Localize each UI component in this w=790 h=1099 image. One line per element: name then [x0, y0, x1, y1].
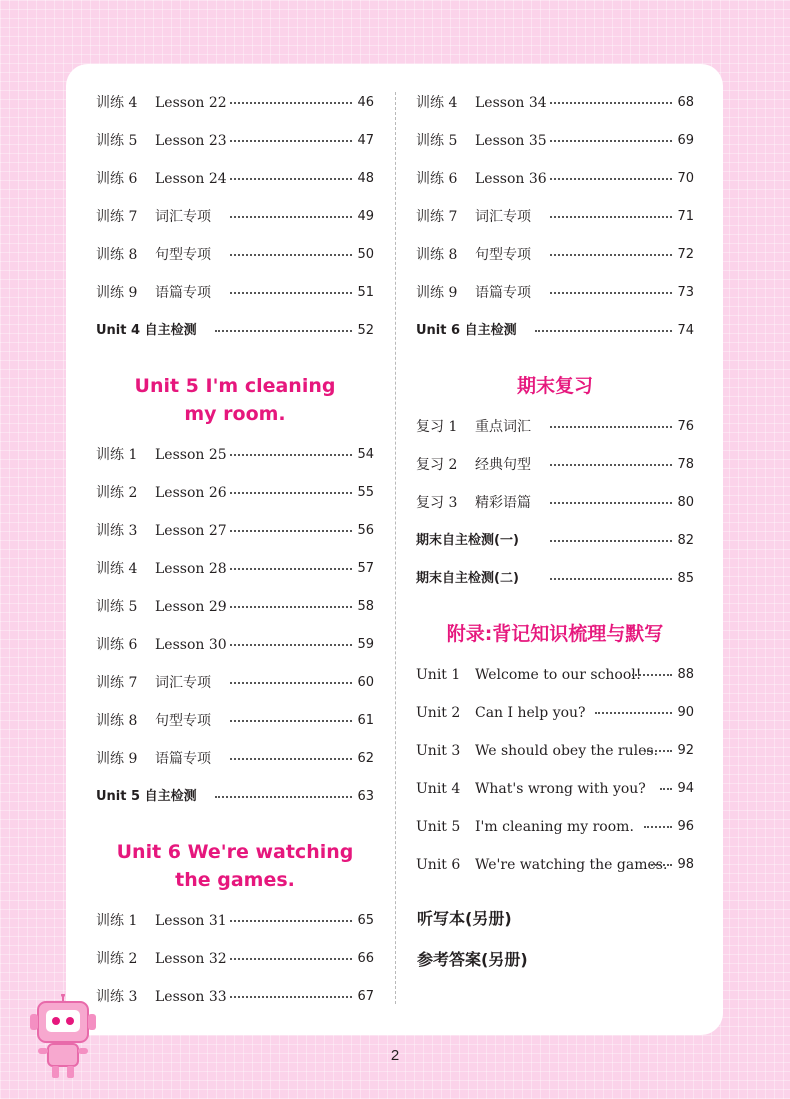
toc-entry[interactable]	[96, 786, 374, 808]
toc-entry-title: Lesson 26	[155, 485, 227, 501]
toc-entry-page: 67	[357, 989, 374, 1004]
toc-entry-page: 71	[677, 209, 694, 224]
toc-entry-page: 82	[677, 533, 694, 548]
leader-dots	[595, 712, 672, 714]
toc-entry-page: 52	[357, 323, 374, 338]
toc-entry-title: 句型专项	[155, 247, 211, 263]
toc-entry-number: 复习 1	[416, 419, 458, 435]
toc-entry-title: Lesson 25	[155, 447, 227, 463]
toc-entry[interactable]	[96, 748, 374, 770]
toc-entry[interactable]	[416, 816, 694, 838]
toc-entry[interactable]	[416, 702, 694, 724]
toc-entry[interactable]	[96, 710, 374, 732]
toc-entry-title: Lesson 28	[155, 561, 227, 577]
toc-entry-number: 训练 8	[96, 247, 138, 263]
leader-dots	[230, 530, 352, 532]
toc-entry-title: 句型专项	[475, 247, 531, 263]
toc-entry-title: Lesson 33	[155, 989, 227, 1005]
toc-entry-page: 61	[357, 713, 374, 728]
toc-entry-number: Unit 5	[416, 819, 461, 835]
toc-entry-number: 训练 9	[96, 751, 138, 767]
toc-entry-number: 训练 3	[96, 523, 138, 539]
appendix-heading: 附录:背记知识梳理与默写	[446, 623, 664, 645]
leader-dots	[550, 254, 672, 256]
toc-entry-number: Unit 6	[416, 857, 461, 873]
unit5-heading	[96, 372, 374, 428]
leader-dots	[215, 796, 352, 798]
toc-entry-title: Lesson 34	[475, 95, 547, 111]
toc-entry-number: 训练 5	[416, 133, 458, 149]
toc-entry[interactable]	[96, 92, 374, 114]
toc-entry[interactable]	[416, 416, 694, 438]
leader-dots	[230, 102, 352, 104]
toc-entry-page: 98	[677, 857, 694, 872]
answer-key-title[interactable]: 参考答案(另册)	[417, 950, 528, 969]
toc-entry-number: Unit 1	[416, 667, 461, 683]
leader-dots	[230, 644, 352, 646]
toc-entry[interactable]	[416, 92, 694, 114]
toc-entry-number: 训练 1	[96, 913, 138, 929]
toc-entry-title: 语篇专项	[475, 285, 531, 301]
leader-dots	[215, 330, 352, 332]
leader-dots	[230, 568, 352, 570]
leader-dots	[230, 720, 352, 722]
toc-entry[interactable]	[416, 320, 694, 342]
toc-entry[interactable]	[96, 520, 374, 542]
leader-dots	[230, 758, 352, 760]
toc-entry[interactable]	[416, 740, 694, 762]
toc-entry[interactable]	[416, 778, 694, 800]
leader-dots	[550, 140, 672, 142]
toc-entry-page: 48	[357, 171, 374, 186]
toc-entry-page: 80	[677, 495, 694, 510]
toc-entry[interactable]	[96, 634, 374, 656]
toc-entry-title: 词汇专项	[475, 209, 531, 225]
toc-entry-page: 76	[677, 419, 694, 434]
toc-entry-title: Lesson 23	[155, 133, 227, 149]
toc-entry-number: Unit 3	[416, 743, 461, 759]
toc-entry[interactable]	[416, 454, 694, 476]
toc-entry-page: 85	[677, 571, 694, 586]
toc-entry-page: 96	[677, 819, 694, 834]
toc-entry-title: 重点词汇	[475, 419, 531, 435]
toc-entry-title: 语篇专项	[155, 751, 211, 767]
toc-entry-page: 94	[677, 781, 694, 796]
toc-entry-title: 句型专项	[155, 713, 211, 729]
toc-entry-number: Unit 5 自主检测	[96, 789, 197, 804]
toc-entry-title: 精彩语篇	[475, 495, 531, 511]
toc-entry[interactable]	[96, 282, 374, 304]
leader-dots	[550, 426, 672, 428]
toc-entry-number: 复习 3	[416, 495, 458, 511]
toc-entry-number: 训练 7	[96, 209, 138, 225]
toc-entry-title: Lesson 31	[155, 913, 227, 929]
dictation-book-title[interactable]: 听写本(另册)	[417, 909, 512, 928]
toc-entry-number: 训练 8	[416, 247, 458, 263]
toc-entry-page: 55	[357, 485, 374, 500]
toc-entry-title: We should obey the rules.	[475, 743, 659, 759]
toc-entry-number: 训练 4	[96, 95, 138, 111]
toc-entry-page: 92	[677, 743, 694, 758]
leader-dots	[550, 292, 672, 294]
toc-entry-title: Lesson 27	[155, 523, 227, 539]
toc-entry-page: 51	[357, 285, 374, 300]
toc-entry[interactable]	[96, 320, 374, 342]
toc-entry-page: 49	[357, 209, 374, 224]
column-divider	[395, 92, 396, 1004]
toc-entry-number: 训练 4	[96, 561, 138, 577]
toc-entry-title: 词汇专项	[155, 675, 211, 691]
leader-dots	[632, 674, 672, 676]
toc-entry-page: 47	[357, 133, 374, 148]
toc-entry-number: 训练 7	[416, 209, 458, 225]
leader-dots	[230, 292, 352, 294]
unit5-heading-line2: my room.	[184, 403, 286, 425]
toc-entry-title: I'm cleaning my room.	[475, 819, 634, 835]
toc-entry[interactable]	[96, 482, 374, 504]
leader-dots	[230, 216, 352, 218]
leader-dots	[230, 454, 352, 456]
toc-entry-page: 69	[677, 133, 694, 148]
leader-dots	[535, 330, 672, 332]
toc-entry-page: 59	[357, 637, 374, 652]
toc-entry-number: 训练 4	[416, 95, 458, 111]
toc-entry[interactable]	[416, 282, 694, 304]
toc-entry-page: 58	[357, 599, 374, 614]
toc-entry-page: 62	[357, 751, 374, 766]
leader-dots	[550, 578, 672, 580]
toc-entry[interactable]	[96, 948, 374, 970]
toc-entry[interactable]	[416, 664, 694, 686]
toc-entry-page: 74	[677, 323, 694, 338]
toc-entry-page: 78	[677, 457, 694, 472]
leader-dots	[230, 996, 352, 998]
toc-entry-page: 63	[357, 789, 374, 804]
leader-dots	[230, 178, 352, 180]
leader-dots	[230, 254, 352, 256]
toc-entry[interactable]	[96, 910, 374, 932]
toc-entry-title: 经典句型	[475, 457, 531, 473]
toc-entry[interactable]	[96, 444, 374, 466]
toc-entry-title: 词汇专项	[155, 209, 211, 225]
leader-dots	[550, 102, 672, 104]
toc-entry-title: Lesson 30	[155, 637, 227, 653]
toc-entry[interactable]	[416, 568, 694, 590]
toc-entry[interactable]	[96, 130, 374, 152]
toc-entry-number: 训练 9	[96, 285, 138, 301]
leader-dots	[644, 750, 672, 752]
toc-entry-number: 训练 2	[96, 485, 138, 501]
toc-entry-title: Welcome to our school!	[475, 667, 642, 683]
toc-entry-number: 训练 9	[416, 285, 458, 301]
toc-entry-title: Lesson 35	[475, 133, 547, 149]
toc-entry-number: 训练 2	[96, 951, 138, 967]
toc-entry-title: 语篇专项	[155, 285, 211, 301]
toc-entry[interactable]	[96, 986, 374, 1008]
leader-dots	[550, 464, 672, 466]
leader-dots	[230, 492, 352, 494]
toc-entry-number: Unit 4 自主检测	[96, 323, 197, 338]
toc-entry[interactable]	[416, 130, 694, 152]
unit5-heading-line1: Unit 5 I'm cleaning	[134, 375, 336, 397]
toc-entry-page: 60	[357, 675, 374, 690]
unit6-heading	[96, 838, 374, 894]
toc-entry-number: 训练 6	[96, 637, 138, 653]
toc-entry-number: 期末自主检测(一)	[416, 533, 519, 548]
toc-entry[interactable]	[96, 596, 374, 618]
final-review-heading: 期末复习	[516, 375, 593, 397]
toc-entry[interactable]	[416, 206, 694, 228]
toc-entry[interactable]	[96, 168, 374, 190]
leader-dots	[550, 540, 672, 542]
leader-dots	[230, 606, 352, 608]
toc-entry-title: What's wrong with you?	[475, 781, 646, 797]
unit6-heading-line1: Unit 6 We're watching	[116, 841, 354, 863]
leader-dots	[550, 216, 672, 218]
toc-entry-title: Lesson 36	[475, 171, 547, 187]
toc-entry-page: 72	[677, 247, 694, 262]
toc-entry[interactable]	[96, 206, 374, 228]
toc-entry-number: 训练 8	[96, 713, 138, 729]
toc-entry-page: 73	[677, 285, 694, 300]
toc-entry-page: 50	[357, 247, 374, 262]
toc-entry-number: Unit 4	[416, 781, 461, 797]
toc-entry[interactable]	[96, 558, 374, 580]
toc-entry-page: 65	[357, 913, 374, 928]
toc-entry-page: 90	[677, 705, 694, 720]
toc-entry-title: Lesson 29	[155, 599, 227, 615]
toc-entry-number: 训练 7	[96, 675, 138, 691]
toc-entry-number: 训练 6	[96, 171, 138, 187]
leader-dots	[230, 920, 352, 922]
toc-entry-page: 46	[357, 95, 374, 110]
leader-dots	[550, 502, 672, 504]
toc-entry-number: 训练 3	[96, 989, 138, 1005]
toc-entry[interactable]	[416, 854, 694, 876]
page-number: 2	[390, 1047, 400, 1064]
toc-entry-title: Can I help you?	[475, 705, 586, 721]
toc-entry-number: 期末自主检测(二)	[416, 571, 519, 586]
leader-dots	[648, 864, 672, 866]
toc-entry-number: 训练 5	[96, 599, 138, 615]
leader-dots	[230, 958, 352, 960]
toc-entry-page: 88	[677, 667, 694, 682]
unit6-heading-line2: the games.	[175, 869, 295, 891]
toc-entry[interactable]	[96, 672, 374, 694]
toc-entry-number: 训练 1	[96, 447, 138, 463]
leader-dots	[230, 140, 352, 142]
toc-entry-page: 66	[357, 951, 374, 966]
toc-entry[interactable]	[416, 530, 694, 552]
toc-entry-title: Lesson 22	[155, 95, 227, 111]
leader-dots	[644, 826, 672, 828]
toc-entry-page: 54	[357, 447, 374, 462]
toc-entry[interactable]	[96, 244, 374, 266]
toc-entry-page: 70	[677, 171, 694, 186]
toc-entry-page: 57	[357, 561, 374, 576]
toc-entry-number: 训练 6	[416, 171, 458, 187]
toc-entry-title: Lesson 24	[155, 171, 227, 187]
toc-entry[interactable]	[416, 492, 694, 514]
toc-entry-page: 56	[357, 523, 374, 538]
toc-entry-title: We're watching the games.	[475, 857, 668, 873]
toc-entry-number: Unit 2	[416, 705, 461, 721]
toc-entry-number: 训练 5	[96, 133, 138, 149]
robot-mascot-icon	[26, 994, 104, 1080]
toc-entry[interactable]	[416, 244, 694, 266]
leader-dots	[550, 178, 672, 180]
leader-dots	[230, 682, 352, 684]
toc-entry-number: Unit 6 自主检测	[416, 323, 517, 338]
toc-entry[interactable]	[416, 168, 694, 190]
toc-entry-page: 68	[677, 95, 694, 110]
toc-entry-number: 复习 2	[416, 457, 458, 473]
toc-entry-title: Lesson 32	[155, 951, 227, 967]
